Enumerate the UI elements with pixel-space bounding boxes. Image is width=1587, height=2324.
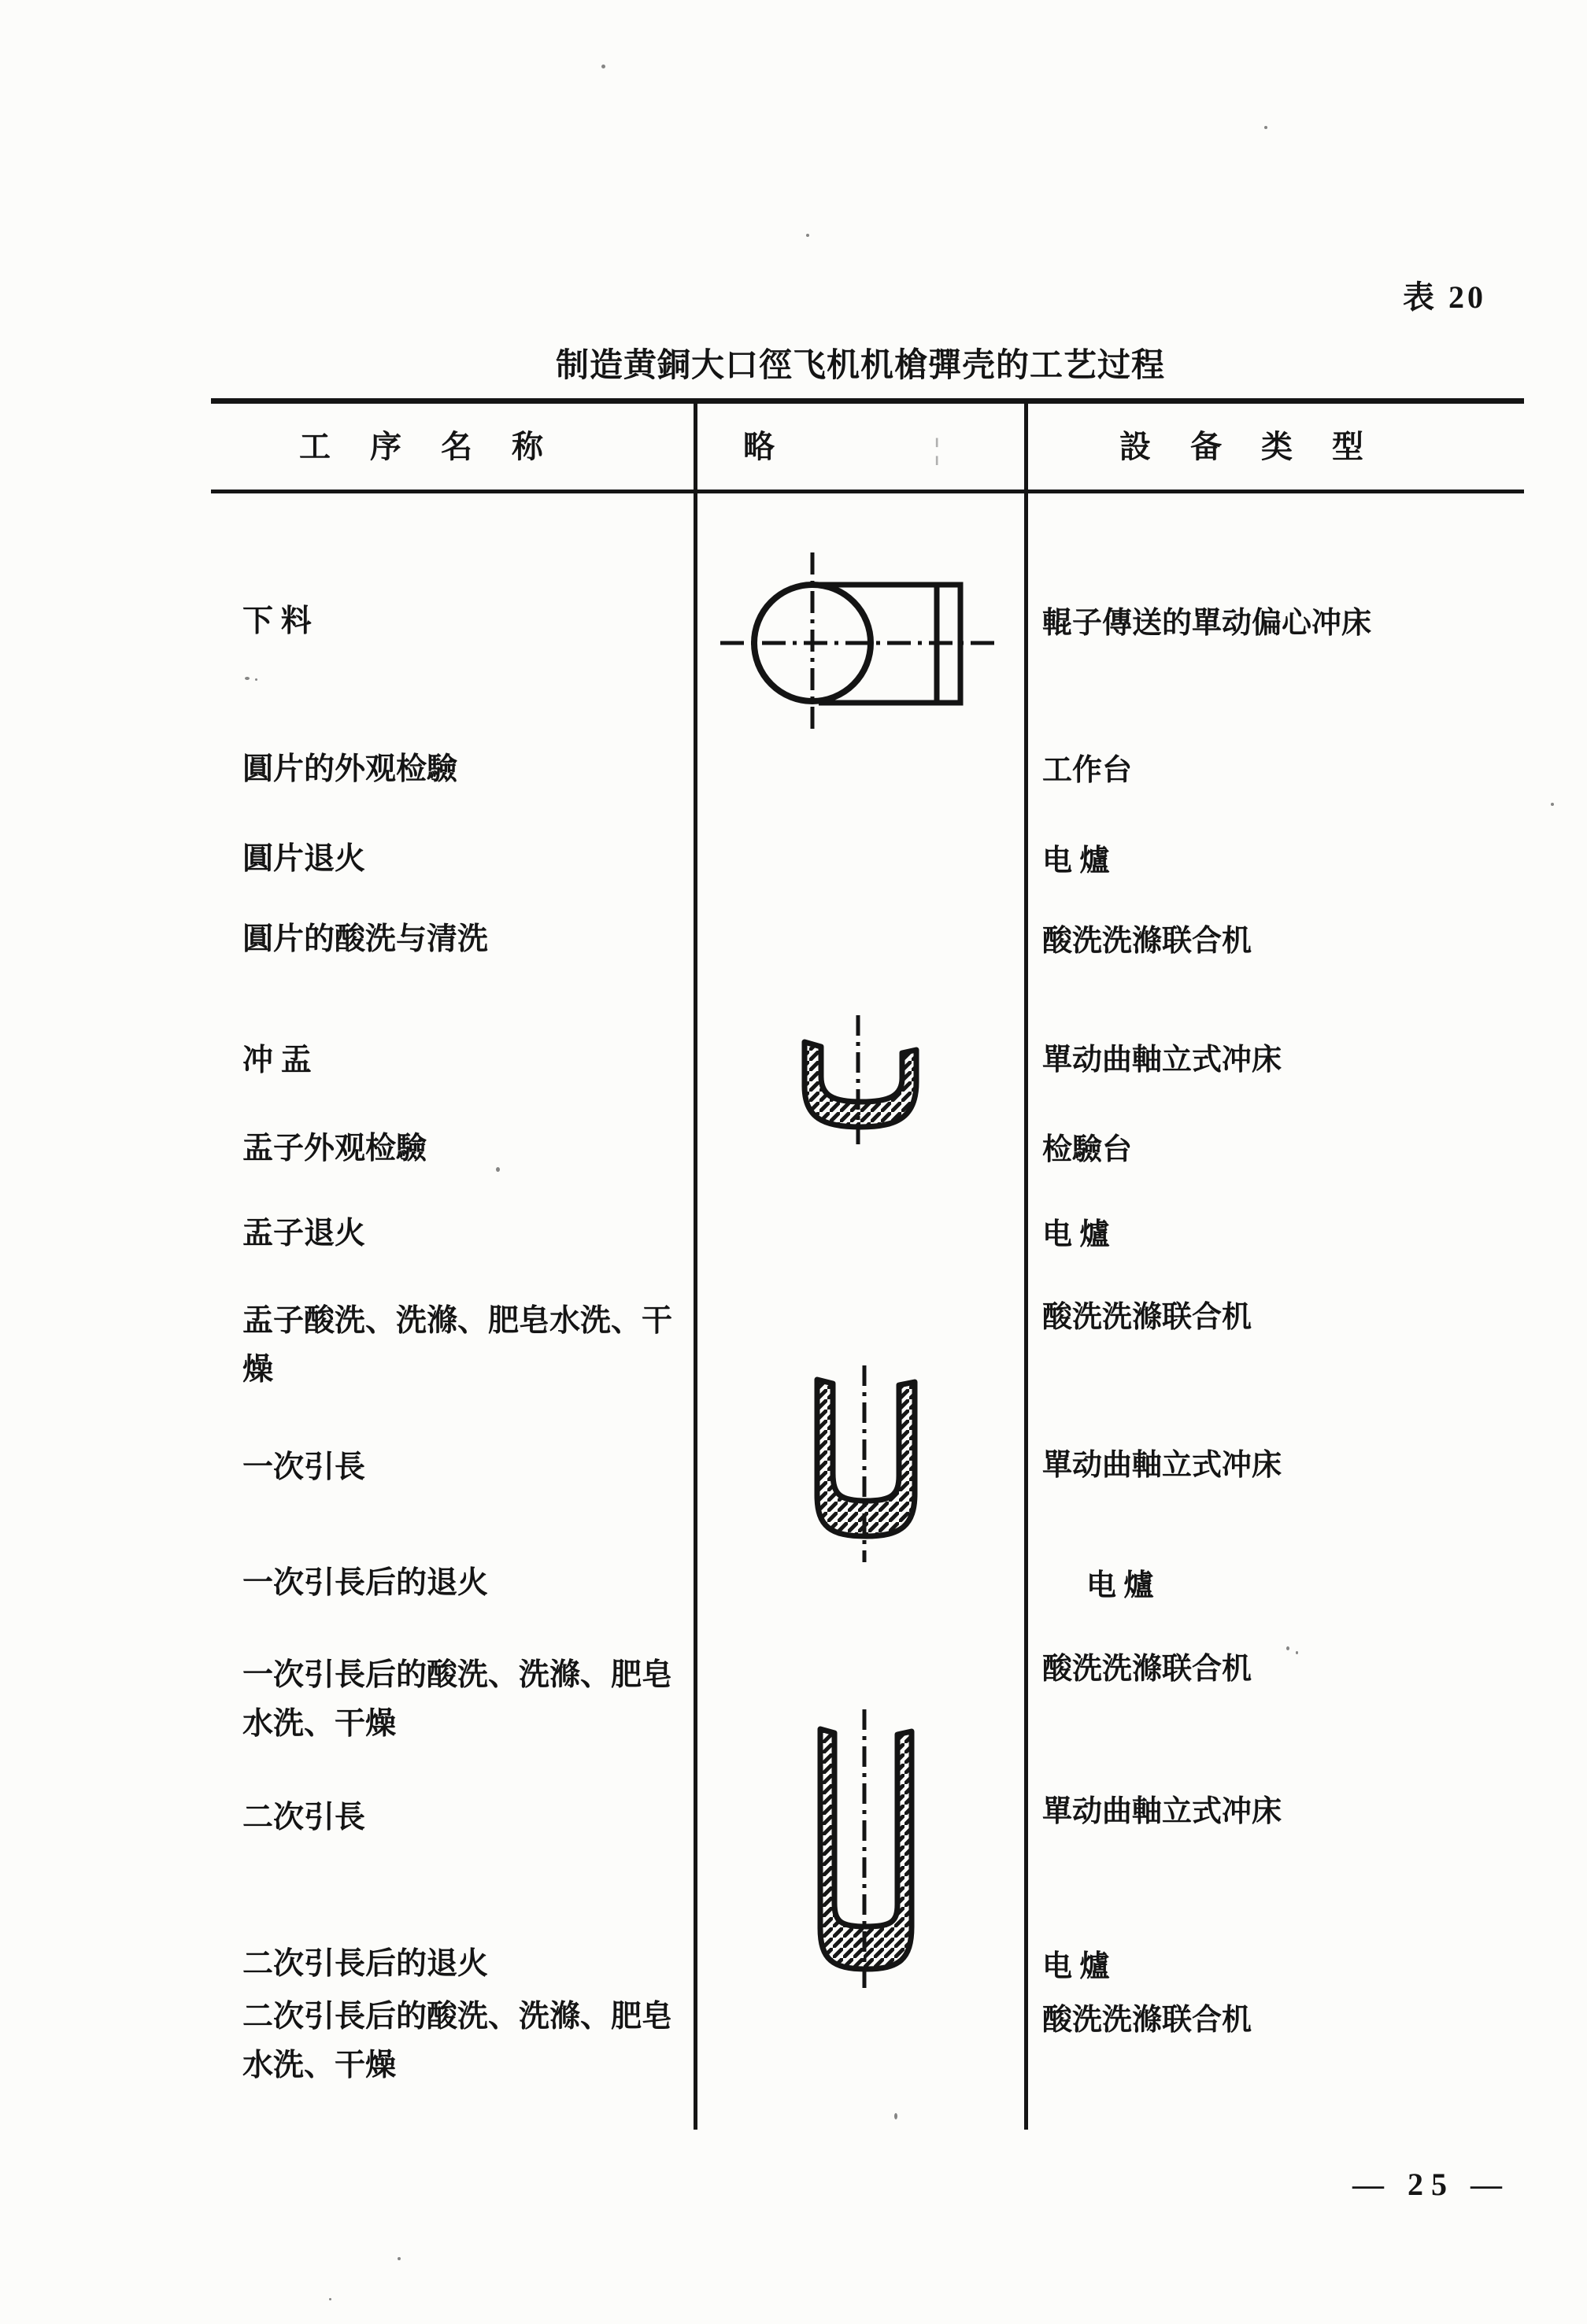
table-number-label: 表 20 xyxy=(1403,279,1486,315)
scan-speck xyxy=(255,678,257,681)
scan-speck xyxy=(398,2257,401,2260)
page-number: — 25 — xyxy=(1352,2167,1510,2202)
equipment-type: 酸洗洗滌联合机 xyxy=(1042,925,1252,958)
cup-wall-section xyxy=(805,1042,916,1127)
equipment-type: 酸洗洗滌联合机 xyxy=(1042,2004,1252,2037)
header-bottom-rule xyxy=(211,490,1524,493)
process-name: 二次引長 xyxy=(242,1801,366,1834)
scan-speck xyxy=(329,2298,331,2300)
process-name: 盂子酸洗、洗滌、肥皂水洗、干燥 xyxy=(242,1304,673,1387)
process-name: 圓片退火 xyxy=(242,842,366,876)
scan-speck xyxy=(806,234,809,237)
equipment-type: 輥子傳送的單动偏心冲床 xyxy=(1042,607,1372,640)
shallow-cup-sketch xyxy=(748,999,984,1180)
scan-speck xyxy=(496,1167,500,1172)
first-draw-cup-sketch xyxy=(756,1338,992,1590)
page-title: 制造黄銅大口徑飞机机槍彈壳的工艺过程 xyxy=(556,348,1166,384)
equipment-type: 电 爐 xyxy=(1042,1218,1110,1251)
equipment-type: 單动曲軸立式冲床 xyxy=(1042,1795,1282,1828)
process-name: 一次引長后的酸洗、洗滌、肥皂水洗、干燥 xyxy=(242,1658,673,1741)
process-name: 盂子退火 xyxy=(242,1217,366,1251)
scan-speck xyxy=(1551,803,1554,806)
equipment-type: 检驗台 xyxy=(1042,1133,1133,1166)
equipment-type: 酸洗洗滌联合机 xyxy=(1042,1653,1252,1686)
equipment-type: 电 爐 xyxy=(1042,1950,1110,1983)
second-draw-cup-sketch xyxy=(771,1692,992,2023)
equipment-type: 电 爐 xyxy=(1042,844,1110,878)
process-name: 二次引長后的退火 xyxy=(242,1947,489,1981)
equipment-type: 酸洗洗滌联合机 xyxy=(1042,1301,1252,1334)
process-name: 一次引長 xyxy=(242,1450,366,1484)
process-name: 冲 盂 xyxy=(242,1044,312,1077)
scan-speck xyxy=(601,65,605,68)
scan-speck xyxy=(1286,1646,1289,1650)
process-name: 二次引長后的酸洗、洗滌、肥皂水洗、干燥 xyxy=(242,2000,673,2082)
equipment-type: 單动曲軸立式冲床 xyxy=(1042,1449,1282,1482)
blank-disc-sketch xyxy=(693,535,1008,740)
column-divider-right xyxy=(1024,398,1028,2130)
column-header-sketch: 略 xyxy=(743,429,790,464)
scan-speck xyxy=(1296,1651,1298,1654)
equipment-type: 單动曲軸立式冲床 xyxy=(1042,1044,1282,1077)
scan-speck xyxy=(1264,126,1267,129)
process-name: 盂子外观检驗 xyxy=(242,1132,427,1166)
process-name: 一次引長后的退火 xyxy=(242,1566,489,1600)
process-name: 圓片的酸洗与清洗 xyxy=(242,922,489,956)
process-name: 圓片的外观检驗 xyxy=(242,752,458,786)
scan-speck xyxy=(894,2113,897,2119)
column-header-process: 工 序 名 称 xyxy=(299,429,559,464)
table-top-rule xyxy=(211,398,1524,404)
scan-speck xyxy=(245,677,250,680)
process-name: 下 料 xyxy=(242,604,312,638)
column-header-equipment: 設 备 类 型 xyxy=(1119,429,1379,464)
equipment-type: 电 爐 xyxy=(1086,1569,1154,1602)
sketch-header-faded-mark: ¦ xyxy=(934,433,941,466)
equipment-type: 工作台 xyxy=(1042,754,1133,787)
